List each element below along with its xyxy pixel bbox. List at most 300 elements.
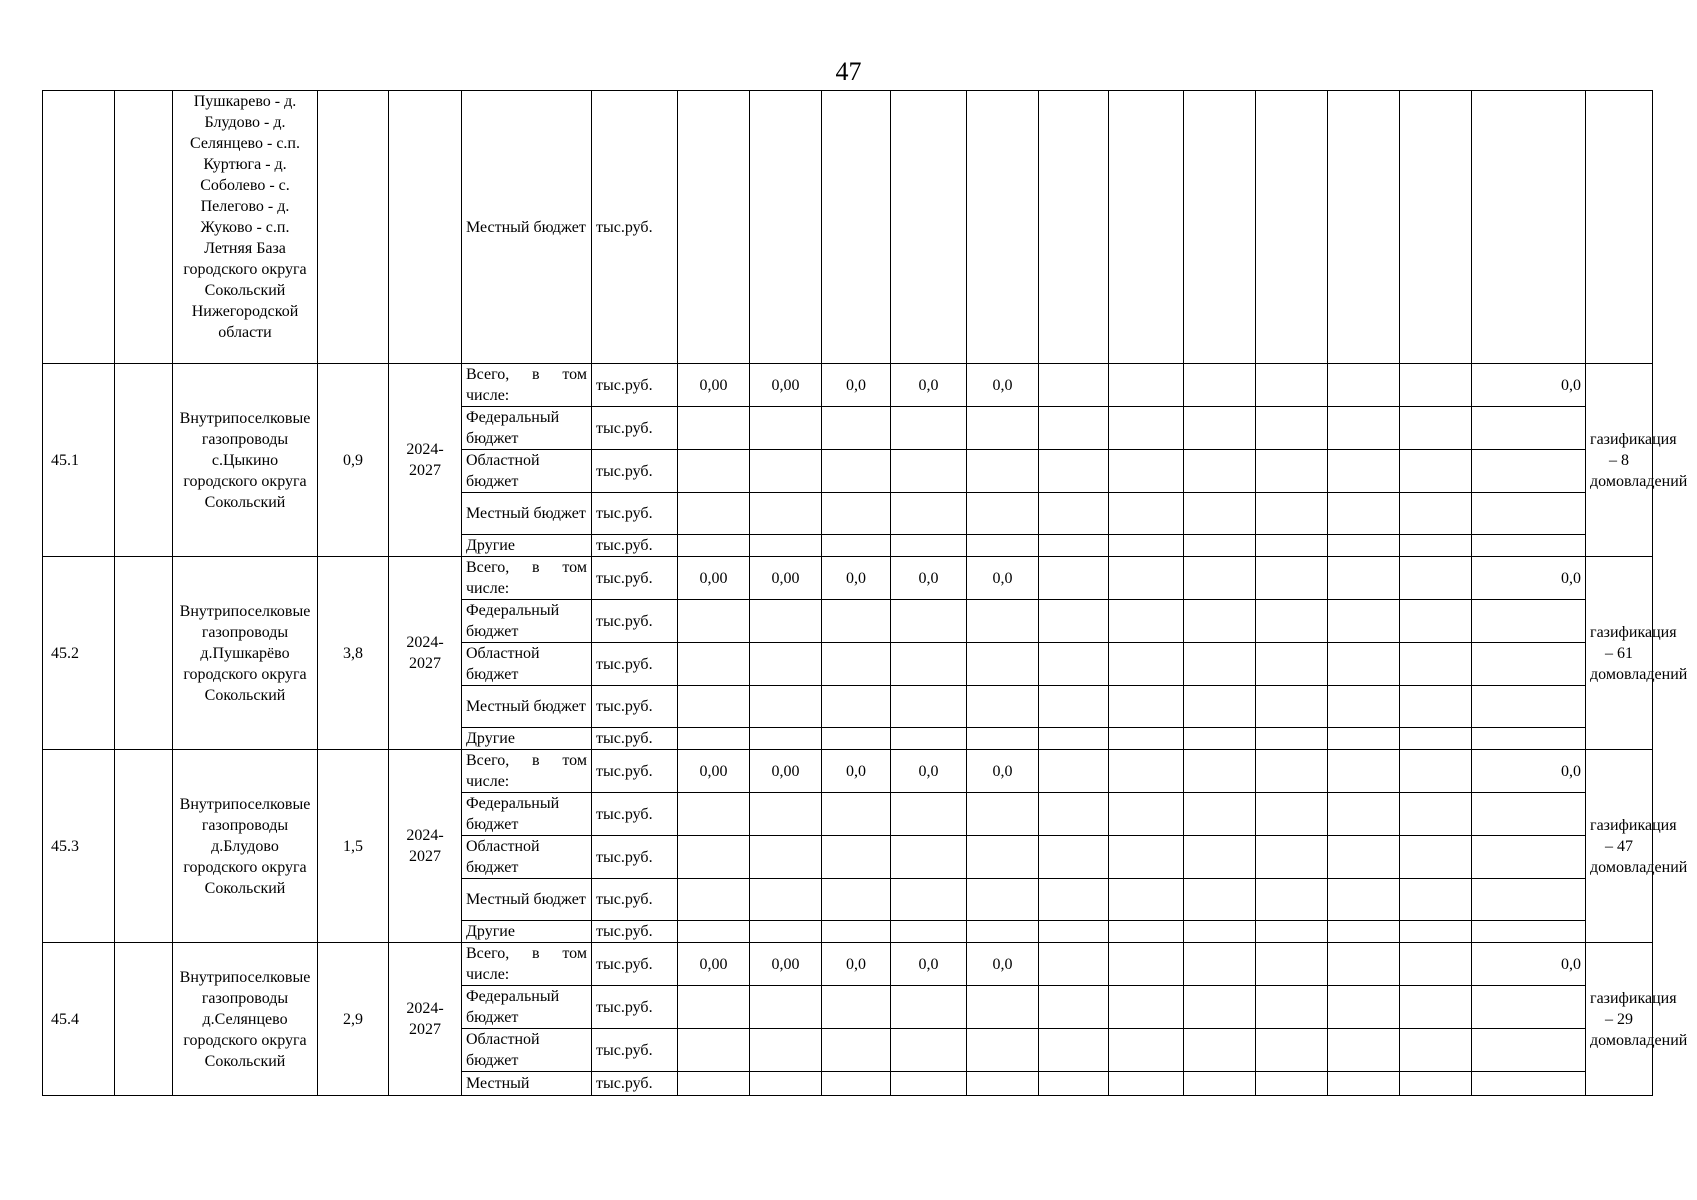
cell-length <box>318 91 389 364</box>
object-name: Внутрипоселковые газопроводы д.Селянцево городского округа Сокольский <box>173 943 318 1096</box>
value-cell <box>750 793 822 836</box>
value-cell <box>1400 600 1472 643</box>
unit: тыс.руб. <box>592 943 678 986</box>
value-cell <box>967 986 1039 1029</box>
unit: тыс.руб. <box>592 1029 678 1072</box>
value-cell <box>1328 793 1400 836</box>
value-cell <box>1256 921 1328 943</box>
funding-source: Федеральный бюджет <box>462 407 592 450</box>
value-cell <box>1109 407 1184 450</box>
unit: тыс.руб. <box>592 643 678 686</box>
value-cell <box>750 91 822 364</box>
value-cell <box>750 493 822 535</box>
value-cell <box>1400 1029 1472 1072</box>
value-cell <box>1256 493 1328 535</box>
value-cell <box>1256 407 1328 450</box>
value-cell <box>1039 836 1109 879</box>
value-cell <box>1184 450 1256 493</box>
value-cell <box>1472 91 1586 364</box>
value-cell <box>678 600 750 643</box>
value-cell <box>1328 686 1400 728</box>
value-cell <box>1472 836 1586 879</box>
value-cell <box>750 407 822 450</box>
value-cell <box>1039 686 1109 728</box>
value-cell <box>967 643 1039 686</box>
value-cell <box>1039 943 1109 986</box>
value-cell <box>1472 793 1586 836</box>
unit: тыс.руб. <box>592 921 678 943</box>
value-cell <box>1184 879 1256 921</box>
value-cell <box>1400 91 1472 364</box>
value-cell <box>1328 643 1400 686</box>
funding-source: Областной бюджет <box>462 836 592 879</box>
value-cell <box>822 643 891 686</box>
value-cell <box>1256 643 1328 686</box>
unit: тыс.руб. <box>592 879 678 921</box>
funding-source: Местный <box>462 1072 592 1096</box>
value-cell <box>678 879 750 921</box>
row-number: 45.4 <box>43 943 115 1096</box>
cell-empty <box>115 91 173 364</box>
expected-result: газификация – 61 домовладений <box>1586 557 1653 750</box>
value-cell <box>891 91 967 364</box>
value-cell <box>822 921 891 943</box>
value-cell <box>678 836 750 879</box>
cell-empty <box>115 557 173 750</box>
value-cell: 0,00 <box>750 557 822 600</box>
cell-empty <box>115 943 173 1096</box>
value-cell <box>1472 535 1586 557</box>
value-cell: 0,0 <box>1472 943 1586 986</box>
unit: тыс.руб. <box>592 91 678 364</box>
value-cell <box>1328 1029 1400 1072</box>
value-cell <box>1184 493 1256 535</box>
value-cell <box>1256 535 1328 557</box>
value-cell <box>1472 407 1586 450</box>
value-cell <box>1039 364 1109 407</box>
value-cell <box>1184 1029 1256 1072</box>
value-cell <box>1184 1072 1256 1096</box>
value-cell: 0,0 <box>967 364 1039 407</box>
value-cell <box>1184 728 1256 750</box>
value-cell <box>1109 836 1184 879</box>
object-name: Внутрипоселковые газопроводы д.Пушкарёво городского округа Сокольский <box>173 557 318 750</box>
expected-result: газификация – 8 домовладений <box>1586 364 1653 557</box>
value-cell <box>1256 986 1328 1029</box>
value-cell <box>678 986 750 1029</box>
unit: тыс.руб. <box>592 407 678 450</box>
value-cell: 0,00 <box>750 364 822 407</box>
value-cell <box>1256 793 1328 836</box>
expected-result: газификация – 29 домовладений <box>1586 943 1653 1096</box>
value-cell <box>1109 91 1184 364</box>
value-cell <box>678 643 750 686</box>
value-cell <box>1472 728 1586 750</box>
value-cell <box>891 921 967 943</box>
value-cell: 0,00 <box>678 943 750 986</box>
value-cell <box>750 535 822 557</box>
value-cell <box>822 91 891 364</box>
value-cell <box>891 879 967 921</box>
value-cell <box>967 493 1039 535</box>
value-cell <box>1328 535 1400 557</box>
value-cell <box>750 1029 822 1072</box>
value-cell <box>1400 836 1472 879</box>
funding-row <box>43 750 1653 793</box>
value-cell: 0,0 <box>822 364 891 407</box>
funding-source: Федеральный бюджет <box>462 986 592 1029</box>
value-cell <box>750 879 822 921</box>
unit: тыс.руб. <box>592 986 678 1029</box>
row-number: 45.3 <box>43 750 115 943</box>
value-cell <box>750 836 822 879</box>
period: 2024-2027 <box>389 364 462 557</box>
result-cell <box>1586 91 1653 364</box>
value-cell <box>822 1029 891 1072</box>
value-cell <box>1039 986 1109 1029</box>
funding-source: Местный бюджет <box>462 879 592 921</box>
value-cell <box>822 600 891 643</box>
value-cell <box>1039 407 1109 450</box>
value-cell <box>1400 493 1472 535</box>
value-cell <box>1039 493 1109 535</box>
value-cell <box>891 836 967 879</box>
value-cell <box>822 535 891 557</box>
value-cell <box>1256 728 1328 750</box>
value-cell <box>1039 557 1109 600</box>
unit: тыс.руб. <box>592 535 678 557</box>
object-name: Внутрипоселковые газопроводы д.Блудово городского округа Сокольский <box>173 750 318 943</box>
value-cell <box>1109 450 1184 493</box>
table-body <box>43 91 1688 1096</box>
value-cell <box>1400 921 1472 943</box>
value-cell: 0,00 <box>750 750 822 793</box>
value-cell <box>822 1072 891 1096</box>
funding-source: Областной бюджет <box>462 450 592 493</box>
funding-row <box>43 364 1653 407</box>
value-cell <box>1256 91 1328 364</box>
value-cell <box>1328 879 1400 921</box>
value-cell <box>967 600 1039 643</box>
value-cell <box>1472 879 1586 921</box>
pipeline-length: 1,5 <box>318 750 389 943</box>
value-cell <box>1184 364 1256 407</box>
value-cell <box>678 407 750 450</box>
value-cell <box>822 686 891 728</box>
unit: тыс.руб. <box>592 600 678 643</box>
value-cell <box>967 793 1039 836</box>
value-cell: 0,0 <box>967 943 1039 986</box>
value-cell <box>1109 364 1184 407</box>
value-cell <box>891 728 967 750</box>
value-cell <box>1109 793 1184 836</box>
value-cell <box>1039 91 1109 364</box>
value-cell: 0,0 <box>967 750 1039 793</box>
value-cell <box>1328 450 1400 493</box>
unit: тыс.руб. <box>592 364 678 407</box>
value-cell <box>1109 879 1184 921</box>
funding-row <box>43 557 1653 600</box>
value-cell <box>1256 1029 1328 1072</box>
value-cell <box>967 921 1039 943</box>
value-cell <box>1184 643 1256 686</box>
value-cell <box>1472 493 1586 535</box>
value-cell <box>822 450 891 493</box>
value-cell <box>1328 600 1400 643</box>
value-cell: 0,00 <box>678 364 750 407</box>
value-cell <box>1400 986 1472 1029</box>
value-cell <box>1184 793 1256 836</box>
value-cell <box>1109 728 1184 750</box>
value-cell <box>1039 1029 1109 1072</box>
value-cell <box>1472 1072 1586 1096</box>
value-cell <box>678 493 750 535</box>
value-cell <box>1109 750 1184 793</box>
unit: тыс.руб. <box>592 450 678 493</box>
value-cell <box>1039 750 1109 793</box>
value-cell <box>1472 600 1586 643</box>
value-cell <box>750 1072 822 1096</box>
value-cell <box>1184 986 1256 1029</box>
value-cell <box>822 407 891 450</box>
value-cell <box>822 728 891 750</box>
funding-source: Другие <box>462 921 592 943</box>
value-cell <box>822 836 891 879</box>
value-cell <box>967 407 1039 450</box>
value-cell: 0,00 <box>750 943 822 986</box>
value-cell <box>1109 535 1184 557</box>
value-cell <box>1328 493 1400 535</box>
value-cell <box>822 493 891 535</box>
value-cell <box>1472 1029 1586 1072</box>
value-cell <box>750 986 822 1029</box>
value-cell <box>1256 364 1328 407</box>
funding-source: Всего, в том числе: <box>462 364 592 407</box>
continuation-row <box>43 91 1653 364</box>
value-cell <box>1328 943 1400 986</box>
value-cell <box>1400 943 1472 986</box>
value-cell <box>1184 557 1256 600</box>
funding-source: Другие <box>462 728 592 750</box>
value-cell <box>1256 600 1328 643</box>
value-cell <box>1039 728 1109 750</box>
unit: тыс.руб. <box>592 836 678 879</box>
value-cell <box>891 793 967 836</box>
value-cell <box>750 450 822 493</box>
value-cell <box>1472 921 1586 943</box>
object-name: Внутрипоселковые газопроводы с.Цыкино городского округа Сокольский <box>173 364 318 557</box>
pipeline-length: 0,9 <box>318 364 389 557</box>
value-cell: 0,0 <box>891 557 967 600</box>
funding-row <box>43 943 1653 986</box>
value-cell <box>1184 686 1256 728</box>
value-cell <box>967 1029 1039 1072</box>
value-cell: 0,0 <box>822 557 891 600</box>
value-cell <box>1109 921 1184 943</box>
value-cell <box>1184 750 1256 793</box>
value-cell <box>967 91 1039 364</box>
value-cell <box>1472 986 1586 1029</box>
value-cell <box>750 600 822 643</box>
investment-program-table <box>42 90 1688 1096</box>
value-cell <box>1184 91 1256 364</box>
value-cell <box>1039 921 1109 943</box>
value-cell <box>750 686 822 728</box>
value-cell <box>678 91 750 364</box>
value-cell <box>1400 407 1472 450</box>
value-cell <box>1400 450 1472 493</box>
value-cell <box>1039 450 1109 493</box>
expected-result: газификация – 47 домовладений <box>1586 750 1653 943</box>
value-cell <box>1109 643 1184 686</box>
value-cell <box>1184 407 1256 450</box>
value-cell <box>1109 686 1184 728</box>
value-cell: 0,0 <box>1472 557 1586 600</box>
value-cell <box>891 643 967 686</box>
unit: тыс.руб. <box>592 686 678 728</box>
value-cell <box>967 450 1039 493</box>
funding-source: Всего, в том числе: <box>462 750 592 793</box>
value-cell <box>1109 557 1184 600</box>
object-name: Пушкарево - д. Блудово - д. Селянцево - с.п. Куртюга - д. Соболево - с. Пелегово - д. Жуково - с.п. Летняя База городского округа Сокольский Нижегородской области <box>173 91 318 364</box>
value-cell <box>967 836 1039 879</box>
value-cell <box>891 686 967 728</box>
cell-empty <box>115 364 173 557</box>
value-cell <box>1472 686 1586 728</box>
value-cell <box>891 450 967 493</box>
value-cell <box>891 600 967 643</box>
value-cell <box>1109 943 1184 986</box>
funding-source: Местный бюджет <box>462 91 592 364</box>
pipeline-length: 3,8 <box>318 557 389 750</box>
cell-id <box>43 91 115 364</box>
value-cell <box>1328 1072 1400 1096</box>
value-cell <box>1328 836 1400 879</box>
value-cell <box>1400 1072 1472 1096</box>
value-cell <box>1256 879 1328 921</box>
value-cell <box>678 450 750 493</box>
value-cell <box>750 921 822 943</box>
value-cell <box>1109 1029 1184 1072</box>
value-cell <box>1184 600 1256 643</box>
value-cell: 0,0 <box>891 364 967 407</box>
value-cell <box>1328 728 1400 750</box>
period: 2024-2027 <box>389 557 462 750</box>
funding-source: Федеральный бюджет <box>462 793 592 836</box>
value-cell <box>750 643 822 686</box>
value-cell <box>1400 750 1472 793</box>
value-cell <box>1256 1072 1328 1096</box>
cell-empty <box>115 750 173 943</box>
value-cell <box>1400 686 1472 728</box>
value-cell <box>1039 879 1109 921</box>
pipeline-length: 2,9 <box>318 943 389 1096</box>
page-number: 47 <box>835 57 862 86</box>
value-cell <box>1039 793 1109 836</box>
value-cell <box>1039 1072 1109 1096</box>
unit: тыс.руб. <box>592 493 678 535</box>
value-cell <box>891 535 967 557</box>
funding-source: Всего, в том числе: <box>462 557 592 600</box>
value-cell <box>678 793 750 836</box>
funding-source: Областной бюджет <box>462 1029 592 1072</box>
value-cell <box>1109 493 1184 535</box>
value-cell <box>1400 728 1472 750</box>
value-cell <box>1039 535 1109 557</box>
value-cell <box>1184 535 1256 557</box>
value-cell: 0,0 <box>822 750 891 793</box>
value-cell: 0,0 <box>1472 750 1586 793</box>
value-cell <box>822 879 891 921</box>
unit: тыс.руб. <box>592 1072 678 1096</box>
value-cell <box>678 1072 750 1096</box>
value-cell <box>1328 91 1400 364</box>
value-cell: 0,0 <box>822 943 891 986</box>
value-cell <box>678 921 750 943</box>
unit: тыс.руб. <box>592 728 678 750</box>
funding-source: Другие <box>462 535 592 557</box>
value-cell <box>822 986 891 1029</box>
funding-source: Федеральный бюджет <box>462 600 592 643</box>
period: 2024-2027 <box>389 943 462 1096</box>
value-cell <box>1109 600 1184 643</box>
funding-source: Местный бюджет <box>462 686 592 728</box>
value-cell <box>1039 643 1109 686</box>
value-cell <box>1109 986 1184 1029</box>
value-cell <box>678 535 750 557</box>
value-cell: 0,0 <box>967 557 1039 600</box>
value-cell <box>1328 407 1400 450</box>
value-cell <box>1256 686 1328 728</box>
value-cell <box>967 535 1039 557</box>
unit: тыс.руб. <box>592 557 678 600</box>
value-cell <box>1400 793 1472 836</box>
value-cell <box>1400 643 1472 686</box>
value-cell <box>1328 364 1400 407</box>
value-cell <box>967 728 1039 750</box>
value-cell <box>1472 450 1586 493</box>
value-cell <box>967 1072 1039 1096</box>
value-cell <box>1328 986 1400 1029</box>
cell-period <box>389 91 462 364</box>
value-cell <box>1400 364 1472 407</box>
value-cell <box>891 493 967 535</box>
value-cell <box>1328 750 1400 793</box>
value-cell: 0,0 <box>891 943 967 986</box>
value-cell <box>891 1029 967 1072</box>
value-cell <box>1400 535 1472 557</box>
value-cell <box>1328 557 1400 600</box>
value-cell <box>1184 943 1256 986</box>
value-cell <box>822 793 891 836</box>
unit: тыс.руб. <box>592 793 678 836</box>
value-cell <box>1400 879 1472 921</box>
value-cell <box>1256 450 1328 493</box>
value-cell <box>967 686 1039 728</box>
period: 2024-2027 <box>389 750 462 943</box>
value-cell <box>1184 921 1256 943</box>
funding-source: Всего, в том числе: <box>462 943 592 986</box>
value-cell <box>1472 643 1586 686</box>
value-cell <box>891 986 967 1029</box>
value-cell <box>1256 943 1328 986</box>
value-cell <box>678 686 750 728</box>
value-cell <box>678 1029 750 1072</box>
value-cell <box>967 879 1039 921</box>
funding-source: Местный бюджет <box>462 493 592 535</box>
value-cell <box>891 407 967 450</box>
value-cell <box>1328 921 1400 943</box>
